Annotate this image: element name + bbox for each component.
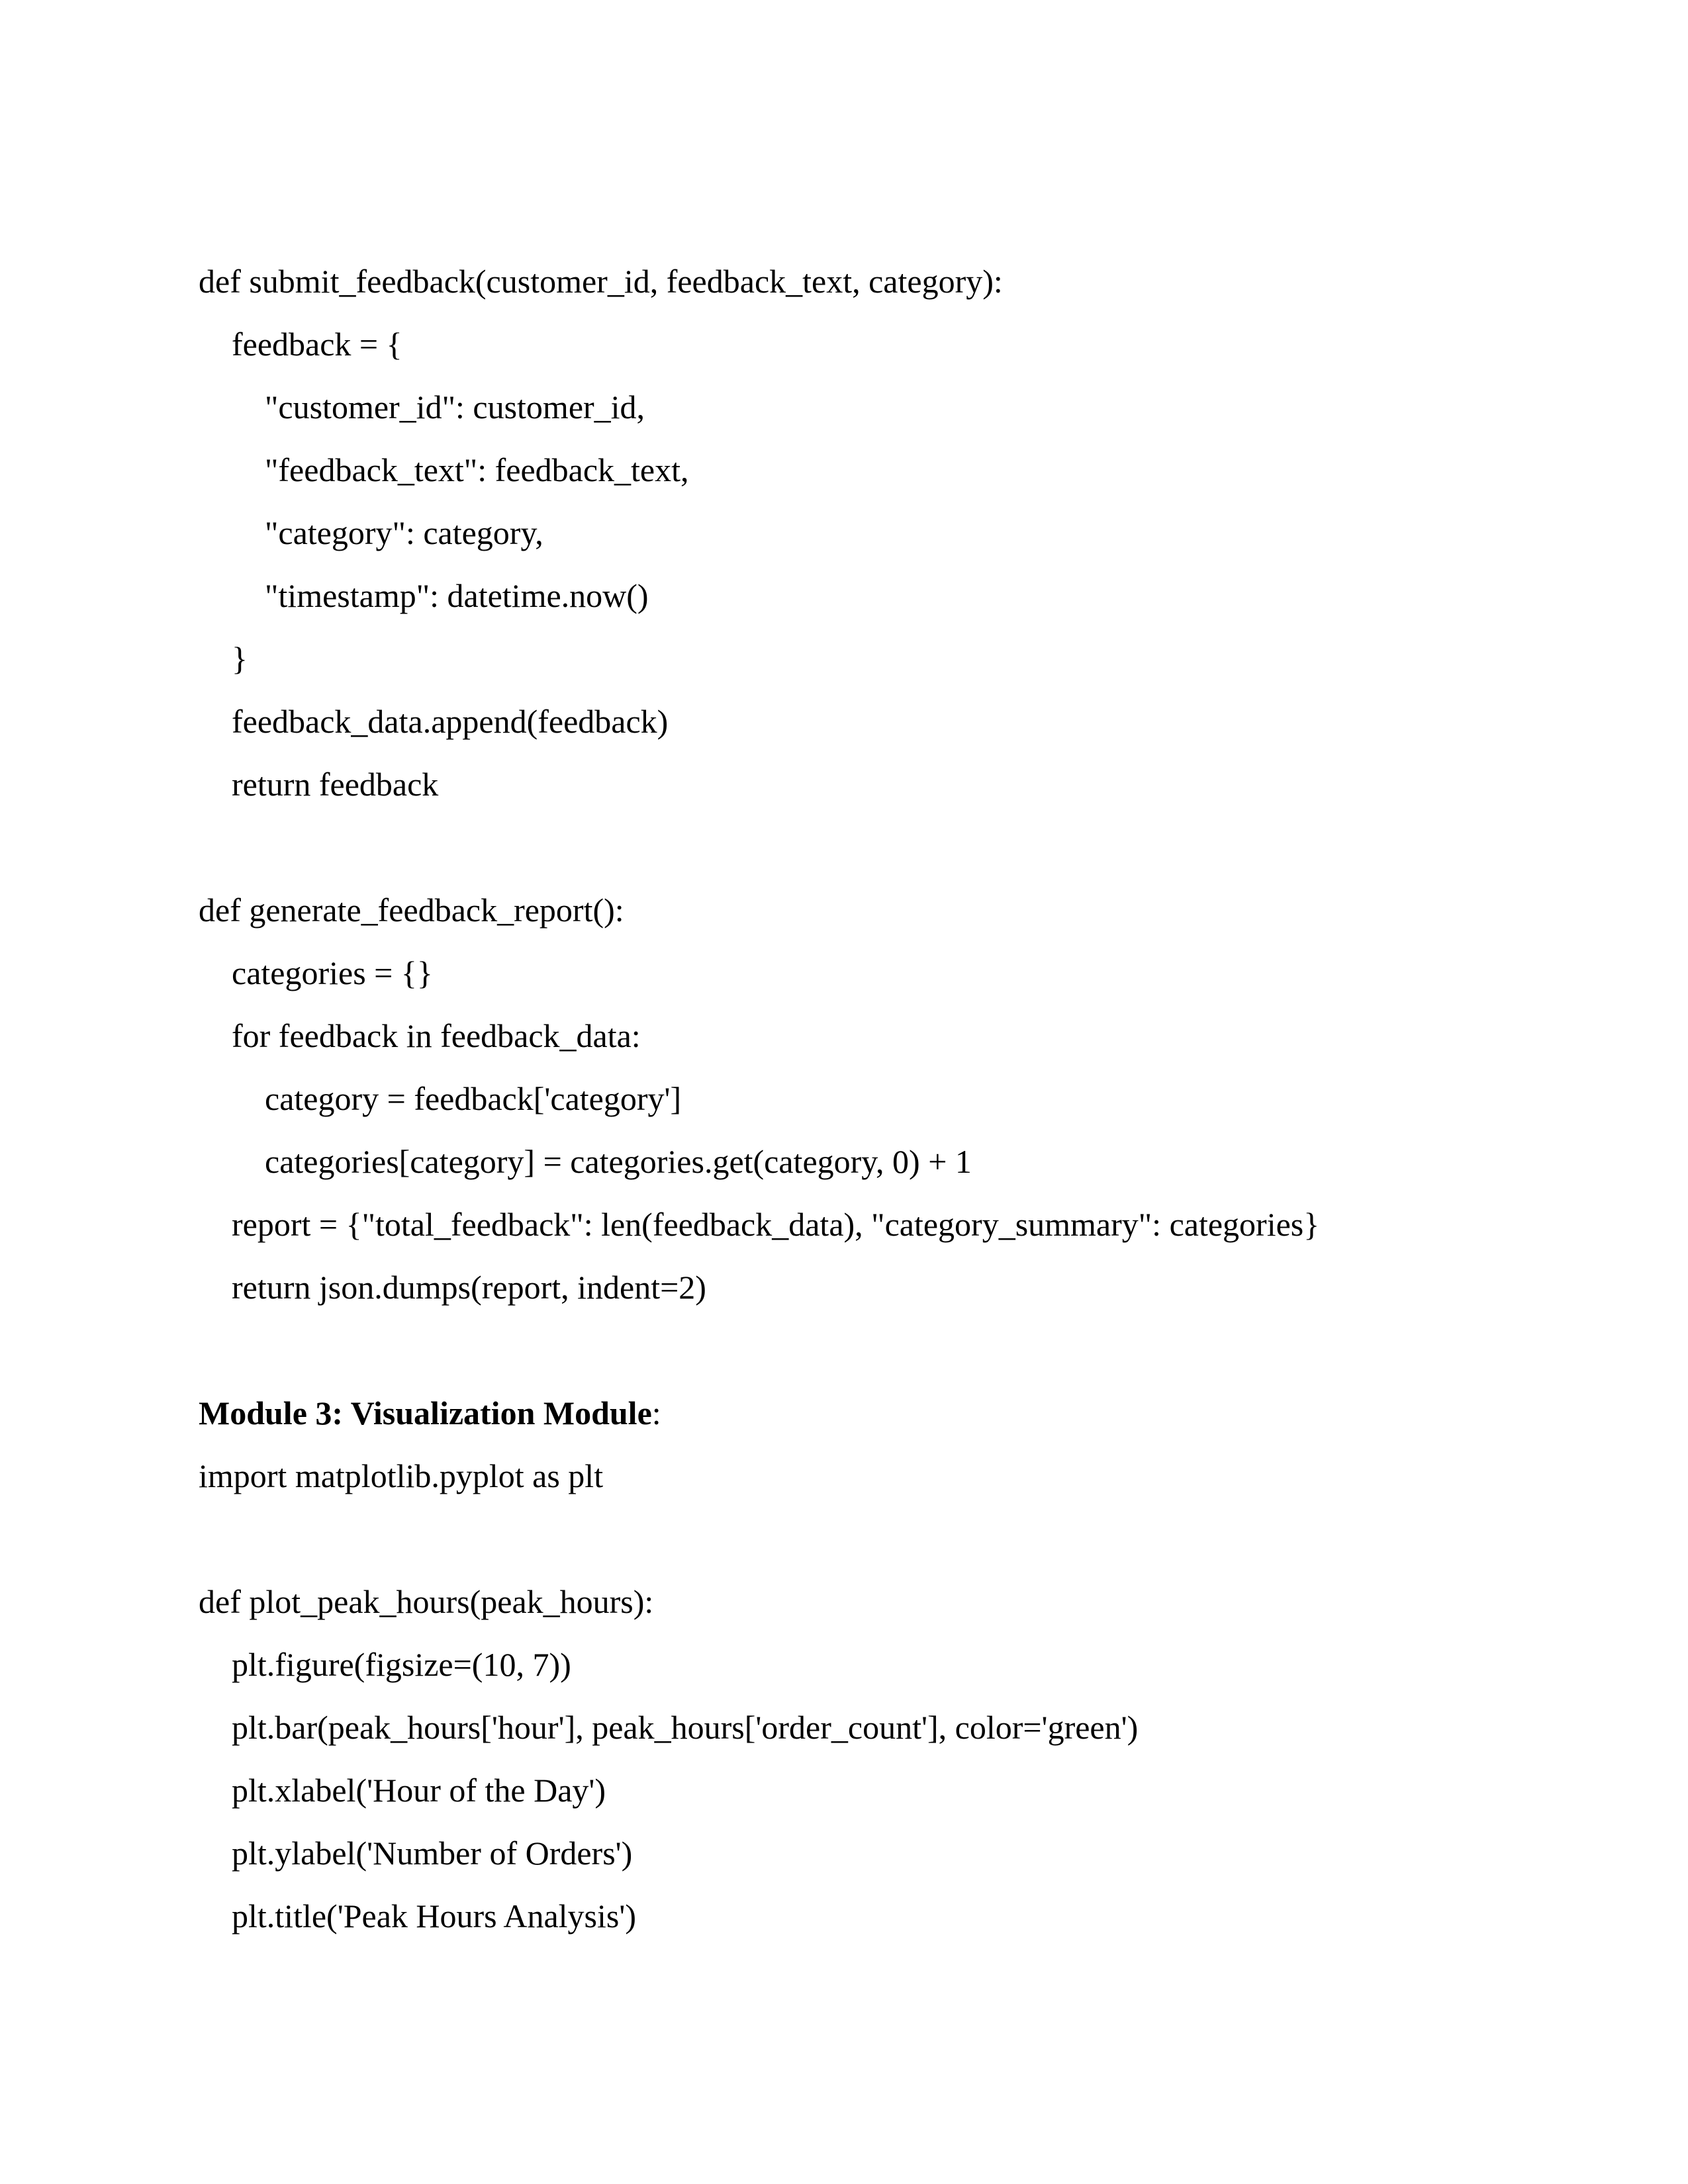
code-line: plt.title('Peak Hours Analysis') — [232, 1897, 637, 1934]
code-line-plot-peak-hours-def: def plot_peak_hours(peak_hours): — [199, 1583, 654, 1620]
code-line: plt.bar(peak_hours['hour'], peak_hours['order_count'], color='green') — [232, 1709, 1139, 1746]
module-heading-colon: : — [651, 1394, 661, 1432]
code-line-submit-feedback-def: def submit_feedback(customer_id, feedback_text, category): — [199, 263, 1003, 300]
code-line: plt.ylabel('Number of Orders') — [232, 1835, 633, 1872]
code-line: plt.figure(figsize=(10, 7)) — [232, 1646, 571, 1683]
code-line: } — [232, 640, 248, 677]
code-line: categories[category] = categories.get(category, 0) + 1 — [265, 1143, 972, 1180]
code-line-generate-report-def: def generate_feedback_report(): — [199, 891, 624, 929]
code-line: category = feedback['category'] — [265, 1080, 682, 1117]
code-line: report = {"total_feedback": len(feedback_data), "category_summary": categories} — [232, 1206, 1320, 1243]
code-line: plt.xlabel('Hour of the Day') — [232, 1772, 606, 1809]
code-line: categories = {} — [232, 954, 433, 991]
code-line: "feedback_text": feedback_text, — [265, 451, 689, 488]
code-line: "timestamp": datetime.now() — [265, 577, 649, 614]
module-heading — [199, 1387, 661, 1439]
code-line: feedback_data.append(feedback) — [232, 703, 669, 740]
code-line: return json.dumps(report, indent=2) — [232, 1269, 706, 1306]
code-line: for feedback in feedback_data: — [232, 1017, 641, 1054]
code-line: "customer_id": customer_id, — [265, 388, 645, 426]
code-line: return feedback — [232, 766, 439, 803]
code-line: "category": category, — [265, 514, 543, 551]
code-line-import: import matplotlib.pyplot as plt — [199, 1457, 604, 1494]
module-heading-text: Module 3: Visualization Module — [199, 1394, 652, 1432]
code-line: feedback = { — [232, 326, 402, 363]
